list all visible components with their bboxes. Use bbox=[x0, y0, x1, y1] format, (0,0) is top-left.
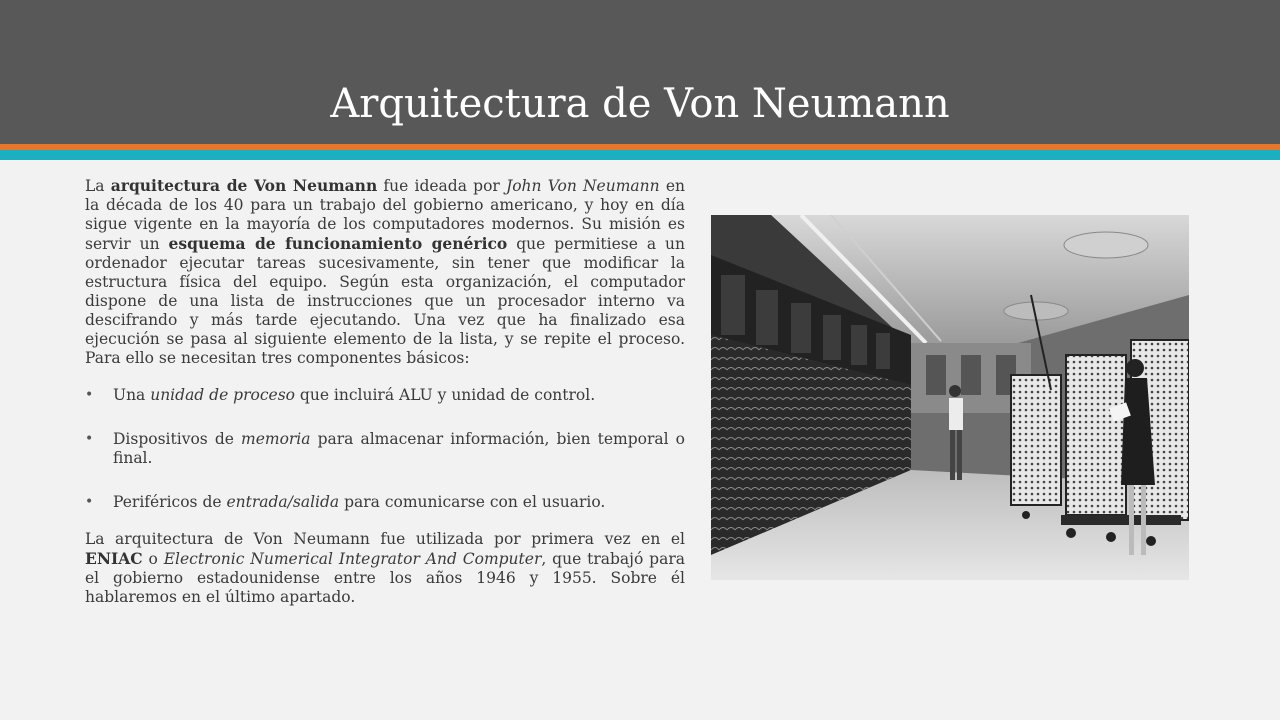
intro-text: fue ideada por bbox=[377, 177, 507, 195]
closing-text: La arquitectura de Von Neumann fue utilizada por primera vez en el bbox=[85, 530, 685, 548]
list-item bbox=[85, 386, 685, 405]
closing-italic-name: Electronic Numerical Integrator And Computer bbox=[163, 550, 542, 568]
list-item-text: para comunicarse con el usuario. bbox=[339, 493, 606, 511]
closing-text: , que trabajó para el gobierno estadounidense entre los años 1946 y 1955. Sobre él hablaremos en el último apartado. bbox=[85, 550, 685, 606]
list-item-text: para almacenar información, bien temporal o final. bbox=[113, 430, 685, 467]
intro-paragraph bbox=[85, 176, 685, 368]
list-item-text: que incluirá ALU y unidad de control. bbox=[294, 386, 596, 404]
list-item-text: Periféricos de bbox=[113, 493, 227, 511]
eniac-photo bbox=[711, 215, 1189, 580]
list-item-emphasis: entrada/salida bbox=[226, 493, 340, 511]
list-item-emphasis: unidad de proceso bbox=[150, 386, 295, 404]
list-item bbox=[85, 493, 685, 512]
list-item-text: Una bbox=[113, 386, 151, 404]
intro-text: que permitiese a un ordenador ejecutar tareas sucesivamente, sin tener que modificar la estructura física del equipo. Según esta organización, el computador dispone de una lista de instrucciones que un procesador interno va descifrando y más tarde ejecutando. Una vez que ha finalizado esa ejecución se pasa al siguiente elemento de la lista, y se repite el proceso. Para ello se necesitan tres componentes básicos: bbox=[85, 235, 686, 367]
eniac-photo-illustration bbox=[711, 215, 1189, 580]
intro-text: La bbox=[85, 177, 111, 195]
list-item-emphasis: memoria bbox=[241, 430, 311, 448]
slide-title: Arquitectura de Von Neumann bbox=[330, 81, 950, 127]
accent-band-teal bbox=[0, 150, 1280, 160]
closing-bold-term: ENIAC bbox=[85, 549, 143, 568]
intro-italic-name: John Von Neumann bbox=[506, 177, 660, 195]
closing-paragraph bbox=[85, 530, 685, 607]
component-list bbox=[85, 386, 685, 512]
list-item-text: Dispositivos de bbox=[113, 430, 241, 448]
intro-bold-term: arquitectura de Von Neumann bbox=[110, 176, 378, 195]
intro-bold-term: esquema de funcionamiento genérico bbox=[168, 234, 508, 253]
body-text bbox=[85, 176, 685, 607]
closing-text: o bbox=[142, 550, 164, 568]
list-item bbox=[85, 430, 685, 468]
intro-text: en la década de los 40 para un trabajo del gobierno americano, y hoy en día sigue vigente en la mayoría de los computadores modernos. Su misión es servir un bbox=[85, 177, 685, 253]
